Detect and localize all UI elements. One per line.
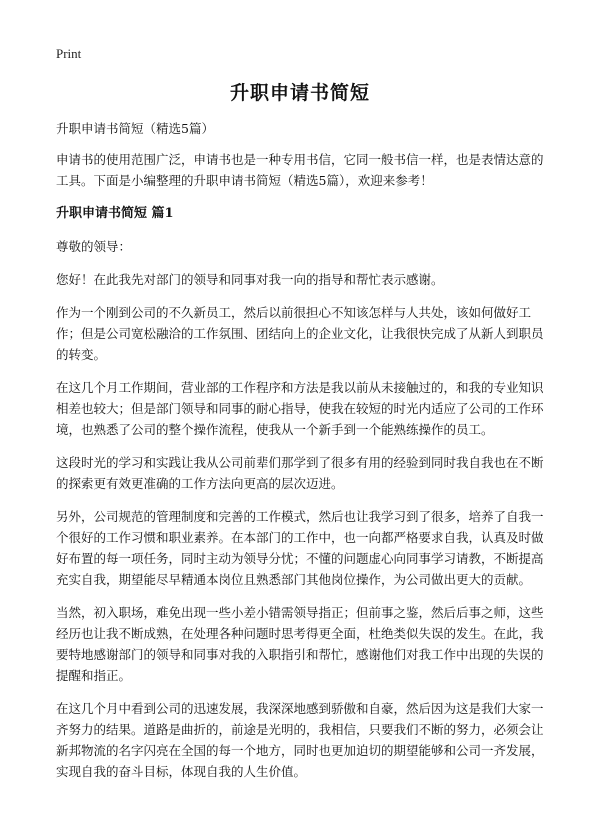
document-subtitle: 升职申请书简短（精选5篇） [56,121,214,136]
body-paragraph: 在这几个月中看到公司的迅速发展，我深深地感到骄傲和自豪，然后因为这是我们大家一齐努力的结果。道路是曲折的，前途是光明的，我相信，只要我们不断的努力，必须会让新邦物流的名字闪亮在全国的每一个地方，同时也更加迫切的期望能够和公司一齐发展，实现自我的奋斗目标，体现自我的人生价值。 [56,701,544,779]
body-paragraph: 作为一个刚到公司的不久新员工，然后以前很担心不知该怎样与人共处，该如何做好工作；但是公司宽松融洽的工作氛围、团结向上的企业文化，让我很快完成了从新人到职员的转变。 [56,305,544,362]
body-paragraph: 在这几个月工作期间，营业部的工作程序和方法是我以前从未接触过的，和我的专业知识相差也较大；但是部门领导和同事的耐心指导，使我在较短的时光内适应了公司的工作环境，也熟悉了公司的整个操作流程，使我从一个新手到一个能熟练操作的员工。 [56,380,544,437]
body-paragraph: 另外，公司规范的管理制度和完善的工作模式，然后也让我学习到了很多，培养了自我一个很好的工作习惯和职业素养。在本部门的工作中，也一向都严格要求自我，认真及时做好布置的每一项任务，同时主动为领导分忧；不懂的问题虚心向同事学习请教，不断提高充实自我，期望能尽早精通本岗位且熟悉部门其他岗位操作，为公司做出更大的贡献。 [56,509,544,587]
print-link[interactable]: Print [56,46,82,61]
salutation: 尊敬的领导： [56,239,132,254]
document-title: 升职申请书简短 [229,82,370,104]
document-body [56,118,550,794]
section-heading: 升职申请书简短 篇1 [56,206,174,221]
intro-paragraph: 申请书的使用范围广泛，申请书也是一种专用书信，它同一般书信一样，也是表情达意的工具。下面是小编整理的升职申请书简短（精选5篇），欢迎来参考！ [56,152,544,188]
body-paragraph: 您好！在此我先对部门的领导和同事对我一向的指导和帮忙表示感谢。 [56,272,444,287]
body-paragraph: 这段时光的学习和实践让我从公司前辈们那学到了很多有用的经验到同时我自我也在不断的探索更有效更准确的工作方法向更高的层次迈进。 [56,455,544,491]
body-paragraph: 当然，初入职场，难免出现一些小差小错需领导指正；但前事之鉴，然后后事之师，这些经历也让我不断成熟，在处理各种问题时思考得更全面，杜绝类似失误的发生。在此，我要特地感谢部门的领导和同事对我的入职指引和帮忙，感谢他们对我工作中出现的失误的提醒和指正。 [56,605,544,683]
